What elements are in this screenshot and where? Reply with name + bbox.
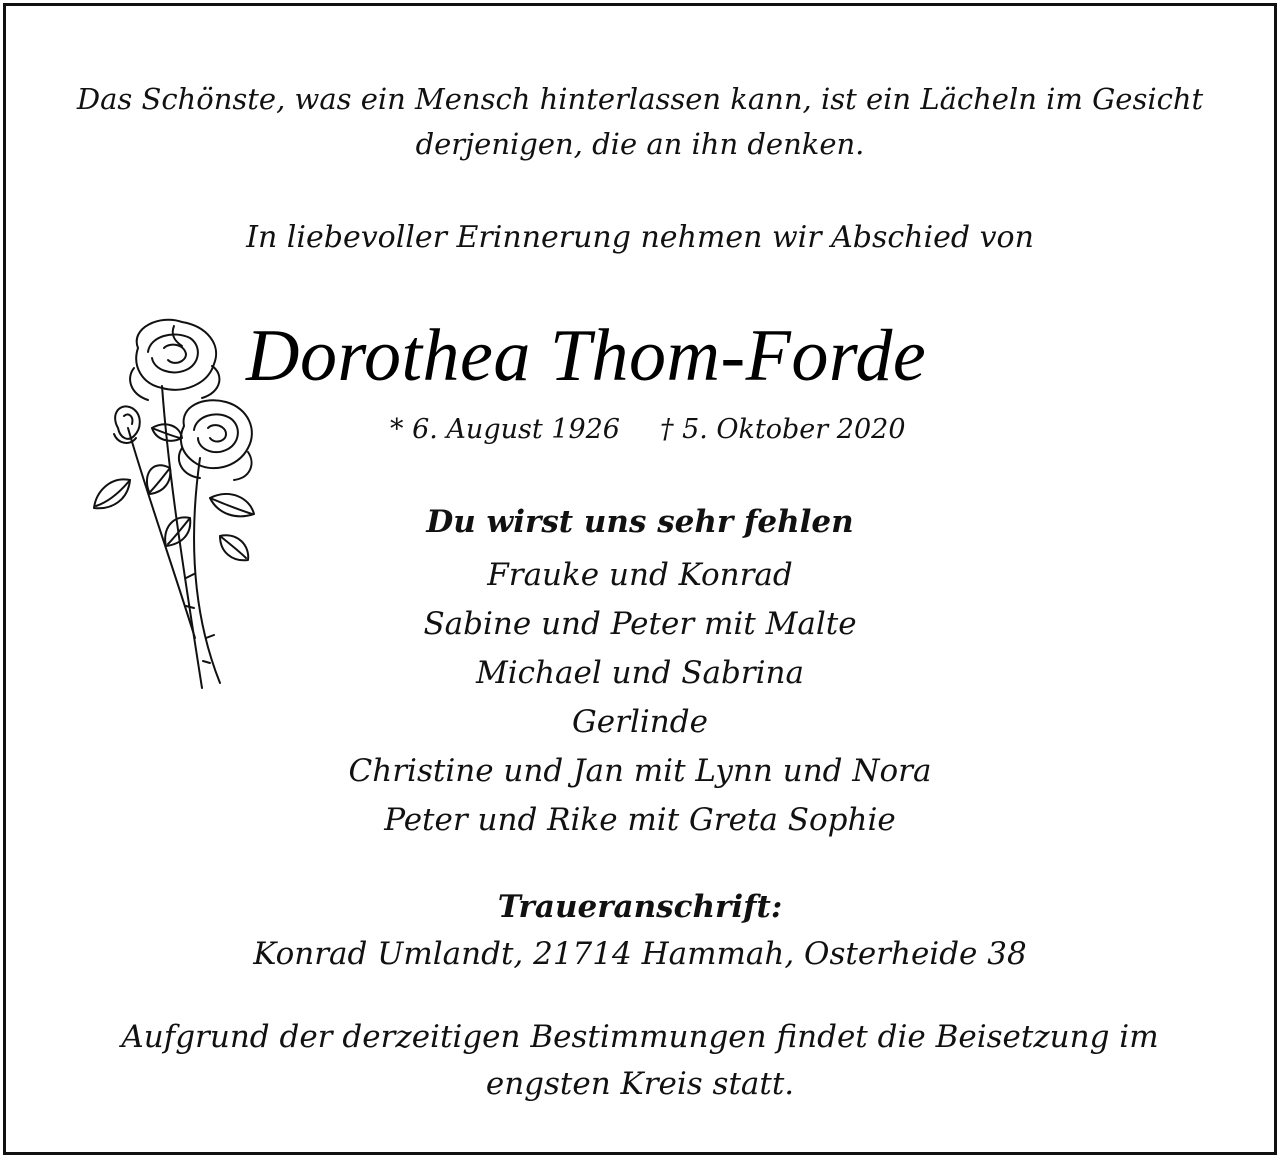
intro-text: In liebevoller Erinnerung nehmen wir Abschied von [246, 220, 1034, 255]
address-value: Konrad Umlandt, 21714 Hammah, Osterheide 38 [253, 936, 1027, 972]
family-line: Christine und Jan mit Lynn und Nora [348, 753, 932, 789]
obituary-frame [3, 3, 1277, 1155]
notice-line-1: Aufgrund der derzeitigen Bestimmungen findet die Beisetzung im [121, 1019, 1159, 1055]
birth-date: * 6. August 1926 [390, 414, 620, 445]
farewell-text: Du wirst uns sehr fehlen [426, 504, 854, 540]
quote-line-2: derjenigen, die an ihn denken. [415, 127, 865, 161]
life-dates [390, 414, 906, 445]
quote-line-1: Das Schönste, was ein Mensch hinterlassen kann, ist ein Lächeln im Gesicht [76, 82, 1204, 116]
family-line: Frauke und Konrad [487, 557, 793, 593]
family-line: Gerlinde [572, 704, 708, 740]
death-date: † 5. Oktober 2020 [660, 414, 906, 445]
family-line: Sabine und Peter mit Malte [423, 606, 857, 642]
notice-line-2: engsten Kreis statt. [485, 1066, 795, 1102]
family-line: Peter und Rike mit Greta Sophie [384, 802, 896, 838]
address-label: Traueranschrift: [497, 889, 783, 925]
family-line: Michael und Sabrina [476, 655, 804, 691]
deceased-name: Dorothea Thom-Forde [246, 315, 927, 397]
